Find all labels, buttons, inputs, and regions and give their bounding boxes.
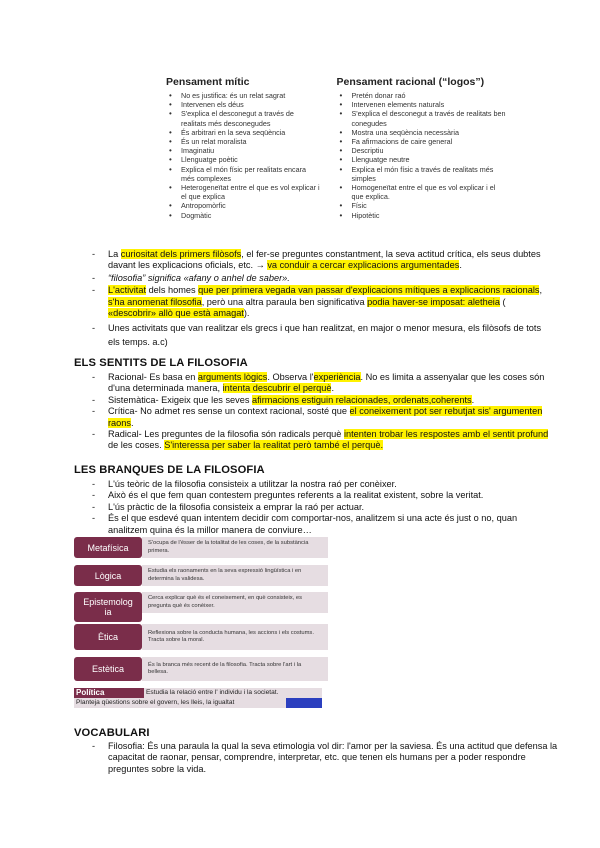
senses-list <box>92 372 552 452</box>
rational-item: • Fa afirmacions de caire general <box>347 137 506 146</box>
mythic-item: • Llenguatge poètic <box>176 155 321 164</box>
branch-metafisica <box>74 537 328 558</box>
branch-label: Ètica <box>74 624 142 650</box>
branch-label: Estètica <box>74 657 142 681</box>
mythic-column <box>166 76 321 220</box>
mythic-list <box>166 91 321 220</box>
rational-item: • Explica el món físic a través de realitats més simples <box>347 165 506 183</box>
rational-item: • Descriptiu <box>347 146 506 155</box>
sense-item: - Radical- Les preguntes de la filosofia són radicals perquè intenten trobar les respostes amb el sentit profund de les coses. S'interessa per saber la realitat però també el perquè. <box>92 429 552 452</box>
branch-desc: Cerca explicar què és el coneixement, en què consisteix, es pregunta què és conèixer. <box>142 592 328 613</box>
intro-item: - La curiositat dels primers filòsofs, el fer-se preguntes constantment, la seva actitud crítica, els seus dubtes davant les explicacions oficials, etc. → va conduir a cercar explicacions argumentades. <box>92 249 552 272</box>
rational-item: • Mostra una seqüència necessària <box>347 128 506 137</box>
mythic-item: • Imaginatiu <box>176 146 321 155</box>
mythic-item: • Explica el món físic per realitats encara més complexes <box>176 165 321 183</box>
vocab-heading: VOCABULARI <box>74 727 150 739</box>
rational-list <box>337 91 506 220</box>
mythic-item: • Antropomòrfic <box>176 201 321 210</box>
intro-item: - Unes activitats que van realitzar els grecs i que han realitzat, en major o menor mesura, els filòsofs de tots els temps. a.c) <box>92 321 552 349</box>
vocab-item: - Filosofia: És una paraula la qual la seva etimologia vol dir: l'amor per la saviesa. És una actitud que defensa la capacitat de raonar, pensar, comprendre, interpretar, etc. que tenen els humans per a poder respondre preguntes sobre la vida. <box>92 741 562 775</box>
branch-etica <box>74 624 328 650</box>
branches-heading: LES BRANQUES DE LA FILOSOFIA <box>74 464 265 476</box>
mythic-item: • És un relat moralista <box>176 137 321 146</box>
rational-item: • Llenguatge neutre <box>347 155 506 164</box>
branch-desc: Reflexiona sobre la conducta humana, les accions i els costums. Tracta sobre la moral. <box>142 624 328 650</box>
rational-item: • Pretén donar raó <box>347 91 506 100</box>
intro-item: - “filosofia” significa «afany o anhel de saber». <box>92 273 552 284</box>
rational-item: • Físic <box>347 201 506 210</box>
sense-item: - Crítica- No admet res sense un context racional, sosté que el coneixement pot ser rebutjat sis' argumenten raons. <box>92 406 552 429</box>
politica-desc-2: Planteja qüestions sobre el govern, les lleis, la igualtat <box>74 698 286 708</box>
intro-list <box>92 249 552 349</box>
senses-heading: ELS SENTITS DE LA FILOSOFIA <box>74 357 248 369</box>
branch-logica <box>74 565 328 586</box>
mythic-item: • No es justifica: és un relat sagrat <box>176 91 321 100</box>
branch-desc: Estudia els raonaments en la seva expressió lingüística i en determina la validesa. <box>142 565 328 586</box>
branch-text: - És el que esdevé quan intentem decidir com comportar-nos, analitzem si una acte és just o no, quan analitzem quina és la millor manera de conviure… <box>92 513 552 536</box>
politica-label: Política <box>74 688 144 698</box>
mythic-item: • És arbitrari en la seva seqüència <box>176 128 321 137</box>
branch-politica <box>74 688 322 709</box>
branch-label: Epistemolog ia <box>74 592 142 622</box>
branch-text: - Això és el que fem quan contestem preguntes referents a la realitat existent, sobre la veritat. <box>92 490 552 501</box>
rational-item: • Hipotètic <box>347 211 506 220</box>
branch-desc: S'ocupa de l'ésser de la totalitat de les coses, de la substància primera. <box>142 537 328 558</box>
branch-label: Lògica <box>74 565 142 586</box>
sense-item: - Sistemàtica- Exigeix que les seves afirmacions estiguin relacionades, ordenats,coherents. <box>92 395 552 406</box>
rational-item: • Homogeneïtat entre el que es vol explicar i el que explica. <box>347 183 506 201</box>
branch-text: - L'ús teòric de la filosofia consisteix a utilitzar la nostra raó per conèixer. <box>92 479 552 490</box>
mythic-item: • Intervenen els déus <box>176 100 321 109</box>
rational-item: • Intervenen elements naturals <box>347 100 506 109</box>
intro-item: - L'activitat dels homes que per primera vegada van passar d'explicacions mítiques a explicacions racionals, s'ha anomenat filosofia, però una altra paraula ben significativa podia haver-se imposat: aletheia ( «descobrir» allò que està amagat). <box>92 285 552 319</box>
branch-text: - L'ús pràctic de la filosofia consisteix a emprar la raó per actuar. <box>92 502 552 513</box>
branch-desc: És la branca més recent de la filosofia. Tracta sobre l'art i la bellesa. <box>142 657 328 681</box>
mythic-item: • S'explica el desconegut a través de realitats més desconegudes <box>176 109 321 127</box>
mythic-item: • Dogmàtic <box>176 211 321 220</box>
mythic-item: • Heterogeneïtat entre el que es vol explicar i el que explica <box>176 183 321 201</box>
sense-item: - Racional- Es basa en arguments lògics. Observa l'experiència. No es limita a assenyalar que les coses són d'una determinada manera, intenta descubrir el perquè. <box>92 372 552 395</box>
comparison-table <box>166 76 506 220</box>
branch-epistemologia <box>74 592 328 622</box>
branch-label: Metafísica <box>74 537 142 558</box>
politica-blue-bar <box>286 698 322 708</box>
vocab-list <box>92 741 562 775</box>
mythic-title: Pensament mític <box>166 76 250 88</box>
politica-desc: Estudia la relació entre l' individu i la societat. <box>144 688 322 698</box>
branch-estetica <box>74 657 328 681</box>
rational-title: Pensament racional (“logos”) <box>336 76 485 88</box>
rational-item: • S'explica el desconegut a través de realitats ben conegudes <box>347 109 506 127</box>
rational-column <box>337 76 506 220</box>
branches-list <box>92 479 552 536</box>
